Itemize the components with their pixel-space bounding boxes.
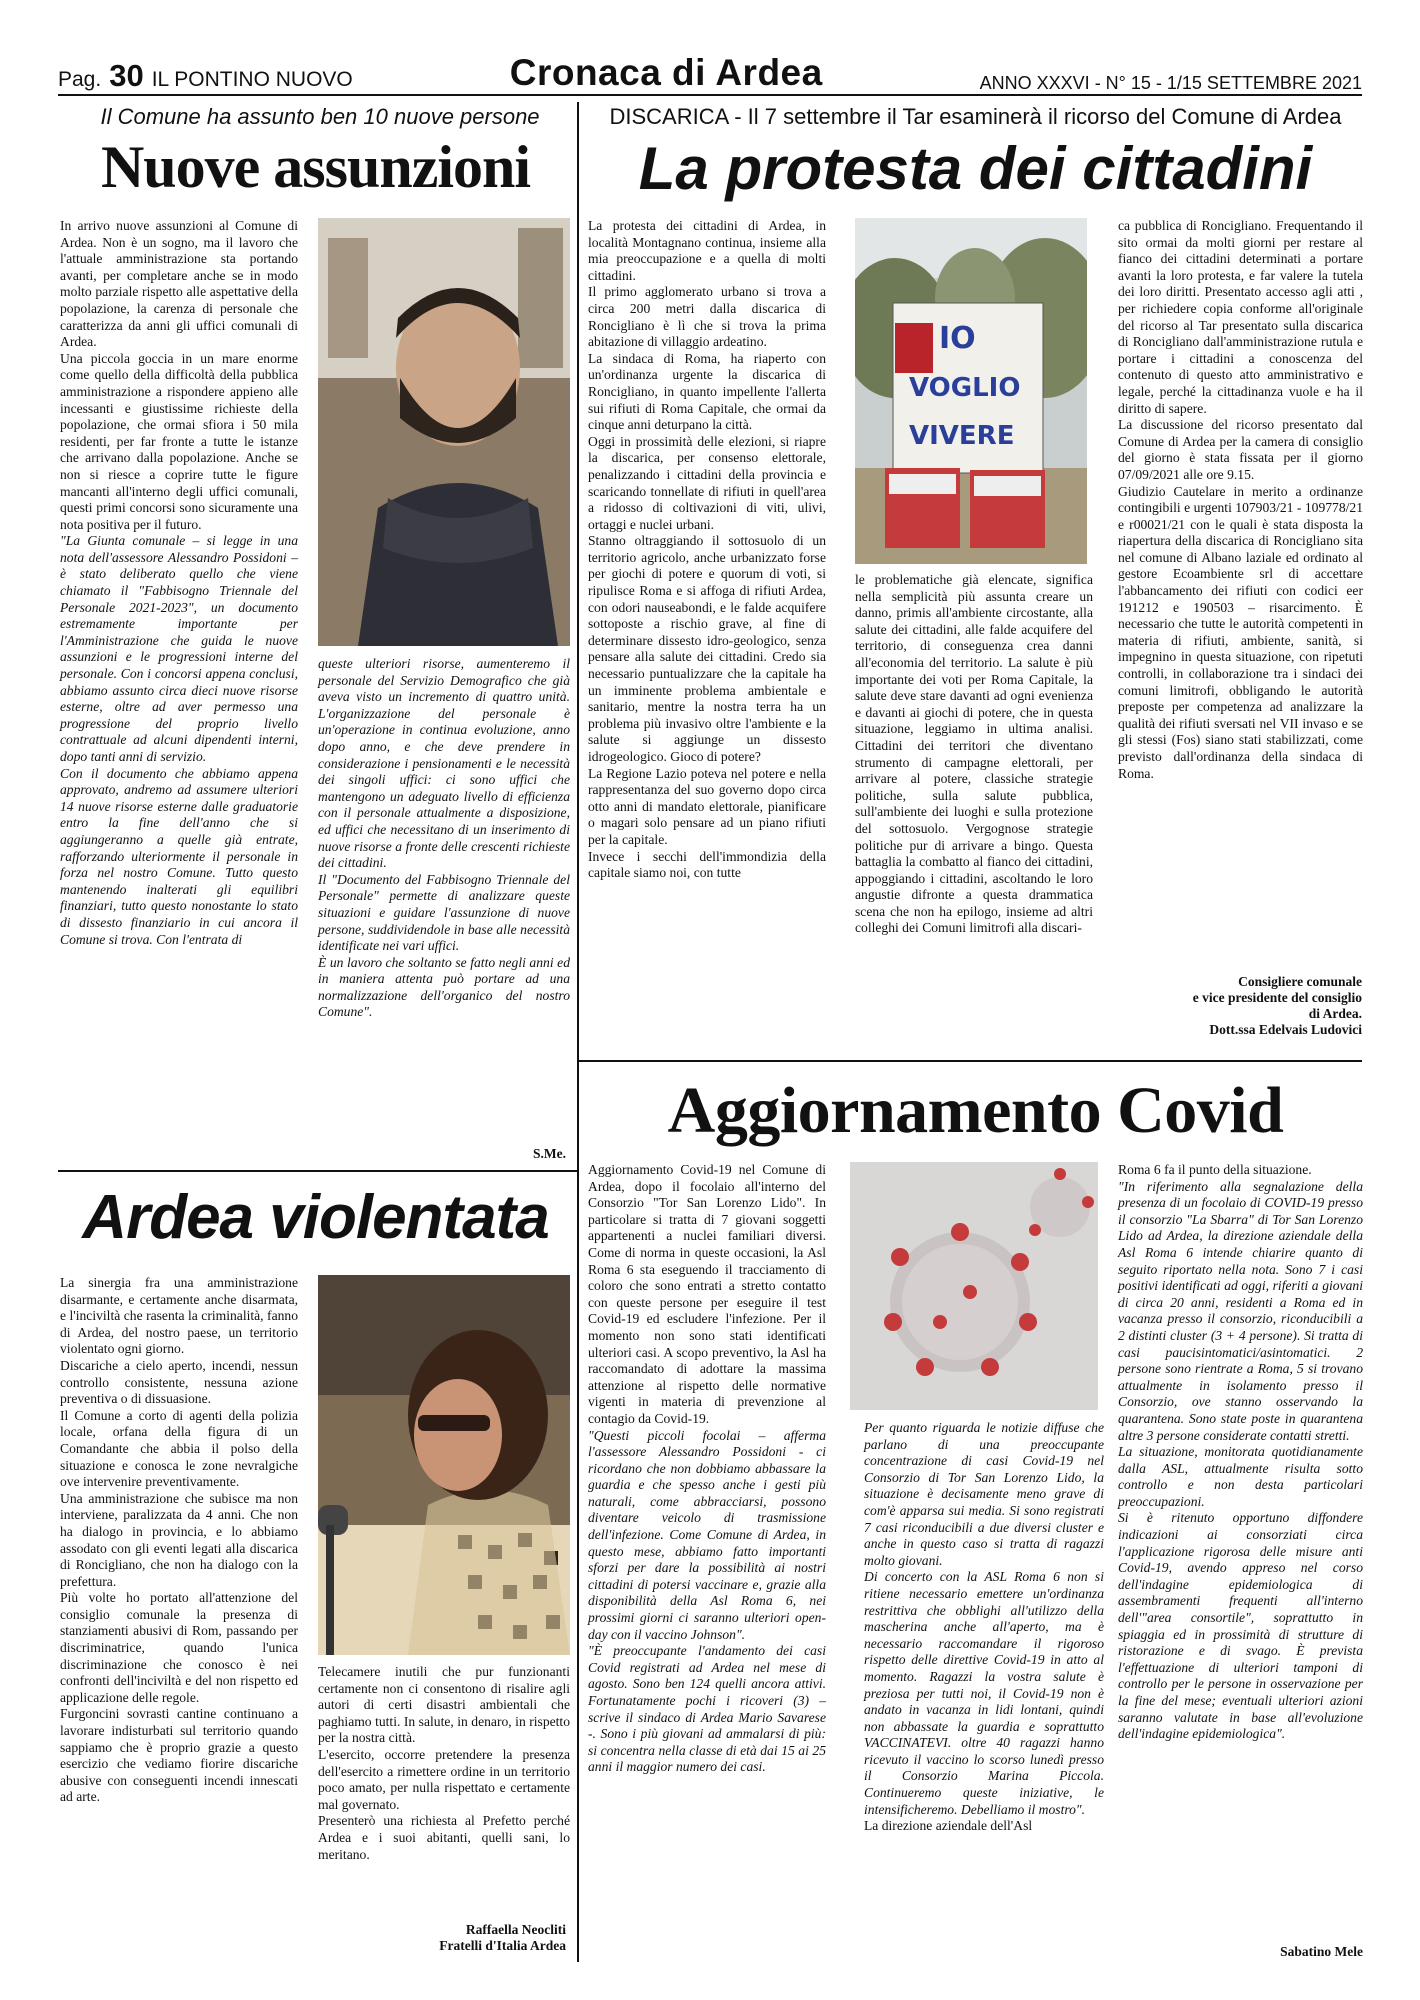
sign-text-line2: VOGLIO bbox=[909, 373, 1021, 403]
paragraph: Con il documento che abbiamo appena approvato, andremo ad assumere ulteriori 14 nuove risorse esterne dalle graduatorie entro la fine dell'anno che si aggiungeranno a quelle già entrate, rafforzando ulteriormente il personale in forza nel nostro Comune. Tutto questo mantenendo inalterati gli equilibri finanziari, tutto questo nonostante lo stato di dissesto finanziario in cui ancora il Comune si trova. Con l'entrata di bbox=[60, 765, 298, 947]
art4-signature: Sabatino Mele bbox=[1280, 1944, 1363, 1959]
column-separator bbox=[577, 102, 579, 1060]
paragraph: Telecamere inutili che pur funzionanti certamente non ci consentono di risalire agli autori di certi disastri ambientali che paghiamo tutti. In salute, in denaro, in rispetto per la nostra città. bbox=[318, 1664, 570, 1746]
art1-col1 bbox=[60, 218, 298, 948]
art1-title: Nuove assunzioni bbox=[100, 134, 531, 200]
paragraph: Aggiornamento Covid-19 nel Comune di Ardea, dopo il focolaio all'interno del Consorzio "Tor San Lorenzo Lido". In particolare si tratta di 7 giovani soggetti appartenenti a nuclei familiari diversi. Come di norma in queste occasioni, la Asl Roma 6 sta eseguendo il tracciamento di coloro che sono entrati a stretto contatto con queste persone per eseguire il test Covid-19 ed escludere l'infezione. Per il momento non sono stati identificati ulteriori casi. A scopo preventivo, la Asl ha raccomandato di adottare la massima attenzione al rispetto delle normative vigenti in materia di prevenzione al contagio da Covid-19. bbox=[588, 1162, 826, 1426]
art2-col3 bbox=[1118, 218, 1363, 782]
signature-line: Dott.ssa Edelvais Ludovici bbox=[1209, 1022, 1362, 1037]
paragraph: Invece i secchi dell'immondizia della capitale siamo noi, con tutte bbox=[588, 848, 826, 881]
paragraph: Una amministrazione che subisce ma non interviene, paralizzata da 4 anni. Che non ha dialogo in provincia, e lo abbiamo assodato con gli eventi legati alla discarica di Roncigliano, che non ha dialogo con la prefettura. bbox=[60, 1490, 298, 1589]
photo-woman bbox=[318, 1275, 570, 1655]
paragraph: Oggi in prossimità delle elezioni, si riapre la discarica, per consenso elettorale, penalizzando i cittadini della provincia e scaricando tonnellate di rifiuti in quell'area a ridosso di coltivazioni di viti, ulivi, ortaggi e nuclei urbani. bbox=[588, 433, 826, 532]
paragraph: Presenterò una richiesta al Prefetto perché Ardea e i suoi abitanti, quelli sani, lo meritano. bbox=[318, 1813, 570, 1862]
paragraph: L'esercito, occorre pretendere la presenza dell'esercito a rimettere ordine in un territorio poco amato, per nulla rispettato e certamente mal governato. bbox=[318, 1746, 570, 1812]
art4-col2 bbox=[864, 1420, 1104, 1835]
paragraph: Per quanto riguarda le notizie diffuse che parlano di una preoccupante concentrazione di casi Covid-19 nel Consorzio di Tor San Lorenzo Lido, la situazione è decisamente meno grave di com'è apparsa sui media. Si sono registrati 7 casi riconducibili a due diversi cluster e anche in questo caso si tratta di ragazzi molto giovani. bbox=[864, 1420, 1104, 1568]
paragraph: "La Giunta comunale – si legge in una nota dell'assessore Alessandro Possidoni – è stato deliberato quello che viene chiamato il "Fabbisogno Triennale del Personale 2021-2023", un documento estremamente importante per l'Amministrazione che guida le nuove assunzioni e le progressioni interne del personale. Con i concorsi appena conclusi, abbiamo assunto circa dieci nuove risorse esterne, oltre ad aver permesso una progressione del proprio livello contrattuale ad alcuni dipendenti interni, dopo tanti anni di servizio. bbox=[60, 533, 298, 764]
paragraph: Più volte ho portato all'attenzione del consiglio comunale la presenza di stanziamenti abusivi di Rom, passando per discriminatrice, quando l'unica discriminazione che conosco è nei confronti dell'inciviltà e del non rispetto ed applicazione delle regole. bbox=[60, 1590, 298, 1705]
art2-col2 bbox=[855, 572, 1093, 937]
signature-line: Consigliere comunale bbox=[1238, 974, 1362, 989]
photo-man bbox=[318, 218, 570, 646]
art4-title: Aggiornamento Covid bbox=[667, 1074, 1284, 1147]
section-divider bbox=[577, 1060, 1362, 1062]
signature-line: di Ardea. bbox=[1308, 1006, 1362, 1021]
art3-col2 bbox=[318, 1664, 570, 1863]
sign-text-line3: VIVERE bbox=[909, 421, 1015, 451]
paragraph: Giudizio Cautelare in merito a ordinanze contingibili e urgenti 107903/21 - 109778/21 e r00021/21 con le quali è stata disposta la riapertura della discarica di Roncigliano sita nel comune di Albano laziale ed ordinato al gestore Ecoambiente srl di accettare l'abbancamento dei rifiuti con codici eer 191212 e 190503 – risarcimento. È necessario che tutte le autorità competenti in materia di rifiuti, ambiente, sanità, si impegnino in questa situazione, con ripetuti controlli, in collaborazione tra i sindaci dei comuni limitrofi, obbligando le autorità preposte per competenza ad analizzare la qualità dei rifiuti sversati nel VII invaso e se gli stessi (Fos) siano stati stabilizzati, come previsto dall'ordinanza della sindaca di Roma. bbox=[1118, 483, 1363, 781]
page-header bbox=[58, 52, 1362, 96]
paragraph: La situazione, monitorata quotidianamente dalla ASL, attualmente risulta sotto controllo e non desta particolari preoccupazioni. bbox=[1118, 1444, 1363, 1509]
paragraph: La discussione del ricorso presentato dal Comune di Ardea per la camera di consiglio del giorno è stata fissata per il giorno 07/09/2021 alle ore 9.15. bbox=[1118, 417, 1363, 482]
paragraph: "Questi piccoli focolai – afferma l'assessore Alessandro Possidoni - ci ricordano che non dobbiamo abbassare la guardia e che spesso anche i gesti più naturali, come abbracciarsi, possono diventare veicolo di trasmissione dell'infezione. Come Comune di Ardea, in questo mese, abbiamo fatto importanti sforzi per dare la possibilità ai nostri cittadini di potersi vaccinare e, grazie alla disponibilità della Asl Roma 6, nei prossimi giorni ci saranno ulteriori open-day con il vaccino Johnson". bbox=[588, 1427, 826, 1642]
art3-title: Ardea violentata bbox=[82, 1183, 549, 1252]
paragraph: La sindaca di Roma, ha riaperto con un'ordinanza urgente la discarica di Roncigliano, in quanto impellente l'allerta sui rifiuti di Roma Capitale, che ormai da cinque anni deturpano la città. bbox=[588, 350, 826, 433]
paragraph: La protesta dei cittadini di Ardea, in località Montagnano continua, insieme alla mia preoccupazione e a quella di molti cittadini. bbox=[588, 218, 826, 283]
paragraph: Di concerto con la ASL Roma 6 non si ritiene necessario emettere un'ordinanza restrittiva che obblighi all'utilizzo della mascherina anche all'aperto, ma è necessario raccomandare il rigoroso rispetto delle direttive Covid-19 in atto al momento. Ragazzi la vostra salute è preziosa per tutti noi, il Covid-19 non è andato in vacanza in lidi lontani, quindi non abbassate la guardia e soprattutto VACCINATEVI. oltre 40 ragazzi hanno ricevuto il vaccino lo scorso lunedì presso il Consorzio Marina Piccola. Continueremo queste iniziative, le intensificheremo. Debelliamo il mostro". bbox=[864, 1569, 1104, 1817]
signature-line: e vice presidente del consiglio bbox=[1192, 990, 1362, 1005]
art1-col2 bbox=[318, 656, 570, 1021]
paragraph: Roma 6 fa il punto della situazione. bbox=[1118, 1162, 1312, 1177]
art2-signature bbox=[1110, 974, 1362, 1038]
signature-line: Fratelli d'Italia Ardea bbox=[439, 1938, 566, 1953]
photo-virus bbox=[850, 1162, 1098, 1410]
paragraph: In arrivo nuove assunzioni al Comune di Ardea. Non è un sogno, ma il lavoro che l'attuale amministrazione sta portando avanti, per completare anche se in modo molto parziale rispetto alle aspettative della popolazione, la carenza di personale che caratterizza da anni gli uffici comunali di Ardea. bbox=[60, 218, 298, 350]
paragraph: La Regione Lazio poteva nel potere e nella rappresentanza del suo governo dopo circa otto anni di mandato elettorale, pianificare o magari solo pensare ad un piano rifiuti per la capitale. bbox=[588, 765, 826, 847]
paragraph: Stanno oltraggiando il sottosuolo di un territorio agricolo, anche urbanizzato forse per giochi di potere e quorum di voti, si ripulisce Roma e si affoga di rifiuti Ardea, con odori nauseabondi, e le falde acquifere sottoposte a rischio grave, al fine di determinare dissesto idro-geologico, senza pensare alla salute dei cittadini. Credo sia necessario puntualizzare che la capitale ha un imminente problema ambientale e sanitario, mentre la nostra terra ha un problema più invasivo oltre l'ambiente e la salute si aggiunge un dissesto idrogeologico. Gioco di potere? bbox=[588, 533, 826, 764]
header-left bbox=[58, 58, 353, 94]
paragraph: "In riferimento alla segnalazione della presenza di un focolaio di COVID-19 presso il consorzio "La Sbarra" di Tor San Lorenzo Lido ad Ardea, la direzione aziendale della Asl Roma 6 intende chiarire quanto di seguito riportato nella nota. Sono 7 i casi positivi identificati ad oggi, riferiti a giovani di circa 20 anni, residenti a Roma ed in vacanza presso il consorzio, riconducibili a 2 distinti cluster (3 + 4 persone). Si tratta di casi paucisintomatici/asintomatici. 2 persone sono rientrate a Roma, 5 si trovano attualmente in isolamento presso il Consorzio, ove stanno osservando la quarantena. Sono state poste in quarantena altre 3 persone considerate contatti stretti. bbox=[1118, 1178, 1363, 1443]
paragraph: Una piccola goccia in un mare enorme come quello della difficoltà della pubblica amministrazione a rispondere appieno alle incessanti e giustissime richieste della popolazione, che ormai sfiora i 50 mila residenti, per far fronte a tutte le istanze che arrivano dalla popolazione. Anche se non si riesce a coprire tutte le figure mancanti all'interno degli uffici comunali, questi primi concorsi sono sicuramente una nota positiva per il futuro. bbox=[60, 350, 298, 532]
issue-info: ANNO XXXVI - N° 15 - 1/15 SETTEMBRE 2021 bbox=[979, 73, 1362, 93]
paragraph: Il primo agglomerato urbano si trova a circa 200 metri dalla discarica di Roncigliano è lì che si trova la prima abitazione di villaggio ardeatino. bbox=[588, 284, 826, 350]
section-divider bbox=[58, 1170, 577, 1172]
art2-col1 bbox=[588, 218, 826, 882]
paragraph: Discariche a cielo aperto, incendi, nessun controllo consistente, nessuna azione preventiva o di dissuasione. bbox=[60, 1357, 298, 1407]
art3-col1 bbox=[60, 1275, 298, 1806]
page-label: Pag. bbox=[58, 68, 102, 91]
sign-text-line1: IO bbox=[939, 321, 976, 356]
art4-col3 bbox=[1118, 1162, 1363, 1743]
paragraph: È un lavoro che soltanto se fatto negli anni ed in maniera attenta può portare ad una normalizzazione dell'organico del nostro Comune". bbox=[318, 954, 570, 1020]
photo-protest-sign bbox=[855, 218, 1087, 564]
paragraph: Il Comune a corto di agenti della polizia locale, orfana della figura di un Comandante che abbia il polso della situazione e conosca le zone nevralgiche ove intervenire preventivamente. bbox=[60, 1407, 298, 1490]
art1-kicker: Il Comune ha assunto ben 10 nuove persone bbox=[100, 104, 540, 129]
paragraph: le problematiche già elencate, significa nella semplicità più assunta creare un danno, primis all'ambiente circostante, alla salute dei cittadini, alle falde acquifere del territorio, di conseguenza crea danni all'economia del territorio. La salute è più importante dei voti per Roma Capitale, la salute deve stare davanti ad ogni evenienza e davanti ai giochi di potere, che in questa situazione, leggiamo in ultima analisi. Cittadini dei territori che diventano strumento di campagne elettorali, per arrivare al potere, classiche strategie politiche, sulla salute pubblica, sull'ambiente dei luoghi e sulla protezione del sottosuolo. Vergognose strategie politiche pur di arrivare a bingo. Questa battaglia la combatto al fianco dei cittadini, appoggiando i cittadini, ascoltando le loro angustie difronte a questa drammatica scena che non ha epilogo, insieme ad altri colleghi dei Comuni limitrofi alla discari- bbox=[855, 572, 1093, 936]
column-separator bbox=[577, 1060, 579, 1962]
paragraph: ca pubblica di Roncigliano. Frequentando il sito ormai da molti giorni per restare al fianco dei cittadini determinati a portare avanti la loro protesta, e far valere la tutela dei loro diritti. Presentato accesso agli atti , per richiedere copia conforme all'originale del ricorso al Tar presentato sulla discarica di Roncigliano dall'amministrazione rutula e portare i cittadini a conoscenza del contenuto di questo atto amministrativo e legale, perché la cittadinanza vuole e ha il diritto di sapere. bbox=[1118, 218, 1363, 416]
art1-signature: S.Me. bbox=[533, 1146, 566, 1161]
paragraph: Furgoncini sovrasti cantine continuano a lavorare indisturbati sul territorio quando sappiamo che è proprio grazie a questo esercizio che vediamo fiorire discariche abusive con conseguenti incendi innescati ad arte. bbox=[60, 1706, 298, 1805]
paragraph: queste ulteriori risorse, aumenteremo il personale del Servizio Demografico che già aveva visto un incremento di quattro unità. L'organizzazione del personale è un'operazione in continua evoluzione, anno dopo anno, e che deve prendere in considerazione i pensionamenti e le necessità dei singoli uffici: ci sono uffici che mantengono un adeguato livello di efficienza con il personale attualmente a disposizione, ed uffici che necessitano di un inserimento di nuove risorse a fronte delle crescenti richieste dei cittadini. bbox=[318, 656, 570, 871]
paragraph: Si è ritenuto opportuno diffondere indicazioni ai consorziati circa l'applicazione rigorosa delle misure anti Covid-19, avendo appreso nel corso dell'indagine epidemiologica di assembramenti frequenti all'interno dell'"area consortile", soprattutto in spiaggia ed in prossimità di strutture di ristorazione e di svago. È prevista l'effettuazione di ulteriori tamponi di controllo per le persone in osservazione per la fine del mese; eventuali ulteriori azioni saranno valutate in base all'evoluzione dell'indagine epidemiologica". bbox=[1118, 1510, 1363, 1742]
paragraph: Il "Documento del Fabbisogno Triennale del Personale" permette di analizzare queste situazioni e guidare l'assunzione di nuove persone, suddividendole in base alle necessità identificate nei vari uffici. bbox=[318, 871, 570, 954]
signature-line: Raffaella Neocliti bbox=[465, 1922, 566, 1937]
paper-name: IL PONTINO NUOVO bbox=[151, 68, 353, 91]
art4-col1 bbox=[588, 1162, 826, 1776]
page-number: 30 bbox=[109, 58, 144, 93]
art3-signature bbox=[318, 1922, 566, 1954]
paragraph: La sinergia fra una amministrazione disarmante, e certamente anche disarmata, e l'inciviltà che rasenta la criminalità, fanno di Ardea, del nostro paese, un territorio violentato ogni giorno. bbox=[60, 1275, 298, 1357]
section-title: Cronaca di Ardea bbox=[509, 52, 823, 93]
paragraph: "È preoccupante l'andamento dei casi Covid registrati ad Ardea nel mese di agosto. Sono ben 124 quelli ancora attivi. Fortunatamente pochi i ricoveri (3) – scrive il sindaco di Ardea Mario Savarese -. Sono i più giovani ad ammalarsi di più: si concentra nella classe di età dai 15 ai 25 anni il maggior numero dei casi. bbox=[588, 1643, 826, 1775]
paragraph: La direzione aziendale dell'Asl bbox=[864, 1818, 1033, 1834]
art2-title: La protesta dei cittadini bbox=[638, 135, 1313, 202]
art2-kicker: DISCARICA - Il 7 settembre il Tar esaminerà il ricorso del Comune di Ardea bbox=[609, 104, 1342, 129]
